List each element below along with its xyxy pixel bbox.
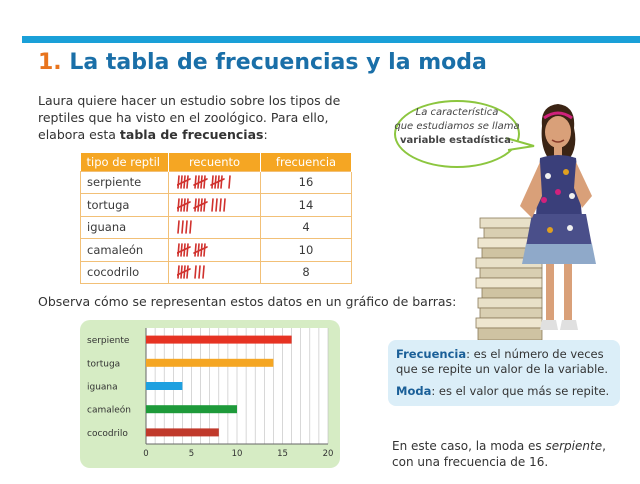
category-label: iguana	[87, 382, 118, 393]
table-row	[81, 171, 352, 194]
table-row	[81, 216, 352, 239]
table-header-row	[81, 153, 352, 171]
tally-marks-icon	[177, 174, 236, 190]
frequency-cell: 10	[261, 239, 352, 262]
bar	[146, 428, 219, 436]
conclusion-text	[392, 438, 624, 470]
table-row	[81, 239, 352, 262]
x-tick-label: 0	[143, 449, 149, 459]
mode-term: Moda	[396, 384, 432, 398]
tally-marks-icon	[177, 242, 215, 258]
category-label: camaleón	[87, 405, 131, 416]
definition-mode	[396, 384, 618, 399]
section-title: La tabla de frecuencias y la moda	[69, 50, 487, 75]
conclusion-mode-value: serpiente	[545, 439, 603, 453]
table-row	[81, 261, 352, 284]
speech-bubble-text	[394, 106, 520, 148]
frequency-table	[80, 153, 352, 284]
reptile-cell: iguana	[81, 216, 169, 239]
reptile-cell: camaleón	[81, 239, 169, 262]
section-number: 1.	[38, 50, 62, 75]
x-tick-label: 20	[322, 449, 334, 459]
frequency-cell: 14	[261, 194, 352, 217]
reptile-cell: tortuga	[81, 194, 169, 217]
top-rule	[22, 36, 640, 43]
intro-text: Laura quiere hacer un estudio sobre los tipos de reptiles que ha visto en el zoológico. Para ello, elabora esta	[38, 93, 341, 142]
tally-marks-icon	[177, 197, 231, 213]
intro-end: :	[263, 127, 268, 142]
tally-marks-icon	[177, 264, 210, 280]
header-tally: recuento	[169, 153, 261, 171]
tally-cell	[169, 171, 261, 194]
tally-cell	[169, 194, 261, 217]
frequency-cell: 16	[261, 171, 352, 194]
conclusion-part1: En este caso, la moda es	[392, 439, 546, 453]
page-title	[38, 50, 487, 75]
x-tick-label: 10	[231, 449, 243, 459]
bubble-bold: variable estadística	[399, 135, 511, 146]
observe-text: Observa cómo se representan estos datos en un gráfico de barras:	[38, 294, 457, 309]
header-frequency: frecuencia	[261, 153, 352, 171]
x-tick-label: 5	[188, 449, 195, 459]
intro-paragraph	[38, 92, 368, 143]
bar	[146, 382, 182, 390]
tally-cell	[169, 261, 261, 284]
bar	[146, 336, 292, 344]
mode-definition: : es el valor que más se repite.	[431, 384, 610, 398]
bubble-line1: La característica	[415, 107, 499, 118]
x-tick-label: 15	[277, 449, 288, 459]
frequency-cell: 4	[261, 216, 352, 239]
reptile-cell: cocodrilo	[81, 261, 169, 284]
category-label: cocodrilo	[87, 428, 128, 439]
tally-cell	[169, 216, 261, 239]
frequency-cell: 8	[261, 261, 352, 284]
intro-bold: tabla de frecuencias	[119, 127, 264, 142]
table-row	[81, 194, 352, 217]
category-label: tortuga	[87, 359, 121, 370]
bubble-end: .	[510, 135, 515, 146]
conclusion-part2: , con una frecuencia de 16.	[392, 439, 606, 469]
category-label: serpiente	[87, 336, 130, 347]
tally-cell	[169, 239, 261, 262]
definition-frequency	[396, 347, 618, 377]
bar	[146, 405, 237, 413]
reptile-cell: serpiente	[81, 171, 169, 194]
bubble-line2: que estudiamos se llama	[394, 121, 520, 132]
frequency-definition: : es el número de veces que se repite un valor de la variable.	[396, 347, 609, 376]
bar-chart	[80, 320, 340, 468]
frequency-term: Frecuencia	[396, 347, 467, 361]
header-reptile: tipo de reptil	[81, 153, 169, 171]
bar	[146, 359, 273, 367]
bar-chart-svg	[80, 320, 340, 468]
tally-marks-icon	[177, 219, 197, 235]
